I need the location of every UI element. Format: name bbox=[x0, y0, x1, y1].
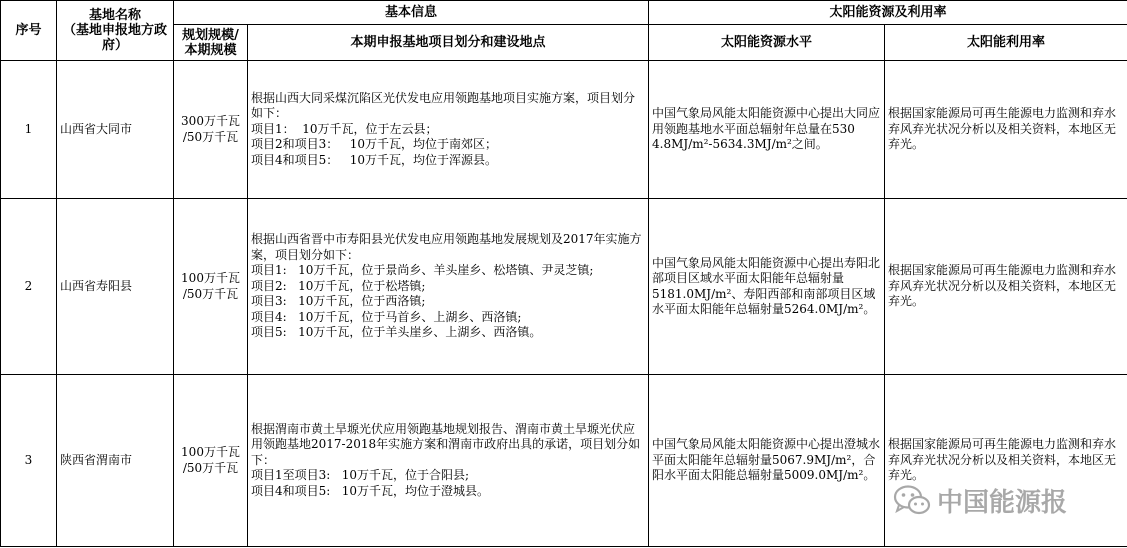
row-base: 陕西省渭南市 bbox=[57, 375, 174, 547]
header-utilization: 太阳能利用率 bbox=[885, 25, 1127, 61]
row-base: 山西省大同市 bbox=[57, 61, 174, 199]
row-utilization: 根据国家能源局可再生能源电力监测和弃水弃风弃光状况分析以及相关资料，本地区无弃光。 bbox=[885, 61, 1127, 199]
table-row bbox=[1, 199, 1127, 375]
header-scale: 规划规模/本期规模 bbox=[174, 25, 248, 61]
row-no: 3 bbox=[1, 375, 57, 547]
row-projects: 根据山西大同采煤沉陷区光伏发电应用领跑基地项目实施方案，项目划分如下： 项目1： 10万千瓦，位于左云县； 项目2和项目3： 10万千瓦，均位于南郊区； 项目4和项目5： 10万千瓦，均位于浑源县。 bbox=[248, 61, 649, 199]
wechat-icon bbox=[893, 484, 931, 516]
table-row bbox=[1, 61, 1127, 199]
header-resource: 太阳能资源水平 bbox=[649, 25, 885, 61]
header-projects: 本期申报基地项目划分和建设地点 bbox=[248, 25, 649, 61]
row-resource: 中国气象局风能太阳能资源中心提出澄城水平面太阳能年总辐射量5067.9MJ/m²，合阳水平面太阳能总辐射量5009.0MJ/m²。 bbox=[649, 375, 885, 547]
row-utilization: 根据国家能源局可再生能源电力监测和弃水弃风弃光状况分析以及相关资料，本地区无弃光。 bbox=[885, 375, 1127, 547]
row-no: 1 bbox=[1, 61, 57, 199]
row-no: 2 bbox=[1, 199, 57, 375]
row-projects: 根据渭南市黄土旱塬光伏应用领跑基地规划报告、渭南市黄土旱塬光伏应用领跑基地2017-2018年实施方案和渭南市政府出具的承诺，项目划分如下： 项目1至项目3: 10万千瓦，位于合阳县; 项目4和项目5: 10万千瓦，均位于澄城县。 bbox=[248, 375, 649, 547]
header-base-name: 基地名称 （基地申报地方政府） bbox=[57, 1, 174, 61]
header-group-basic: 基本信息 bbox=[174, 1, 649, 25]
row-scale: 300万千瓦 /50万千瓦 bbox=[174, 61, 248, 199]
table-row bbox=[1, 375, 1127, 547]
row-scale: 100万千瓦 /50万千瓦 bbox=[174, 375, 248, 547]
row-projects: 根据山西省晋中市寿阳县光伏发电应用领跑基地发展规划及2017年实施方案，项目划分如下： 项目1: 10万千瓦，位于景尚乡、羊头崖乡、松塔镇、尹灵芝镇; 项目2: 10万千瓦，位于松塔镇; 项目3: 10万千瓦，位于西洛镇; 项目4: 10万千瓦，位于马首乡、上湖乡、西洛镇; 项目5: 10万千瓦，位于羊头崖乡、上湖乡、西洛镇。 bbox=[248, 199, 649, 375]
watermark-text: 中国能源报 bbox=[937, 487, 1068, 518]
header-no: 序号 bbox=[1, 1, 57, 61]
row-scale: 100万千瓦 /50万千瓦 bbox=[174, 199, 248, 375]
row-base: 山西省寿阳县 bbox=[57, 199, 174, 375]
row-utilization: 根据国家能源局可再生能源电力监测和弃水弃风弃光状况分析以及相关资料，本地区无弃光。 bbox=[885, 199, 1127, 375]
row-resource: 中国气象局风能太阳能资源中心提出大同应用领跑基地水平面总辐射年总量在530 4.8MJ/m²-5634.3MJ/m²之间。 bbox=[649, 61, 885, 199]
header-group-solar: 太阳能资源及利用率 bbox=[649, 1, 1127, 25]
watermark bbox=[893, 480, 1123, 520]
row-resource: 中国气象局风能太阳能资源中心提出寿阳北部项目区域水平面太阳能年总辐射量5181.0MJ/m²、寿阳西部和南部项目区域水平面太阳能年总辐射量5264.0MJ/m²。 bbox=[649, 199, 885, 375]
